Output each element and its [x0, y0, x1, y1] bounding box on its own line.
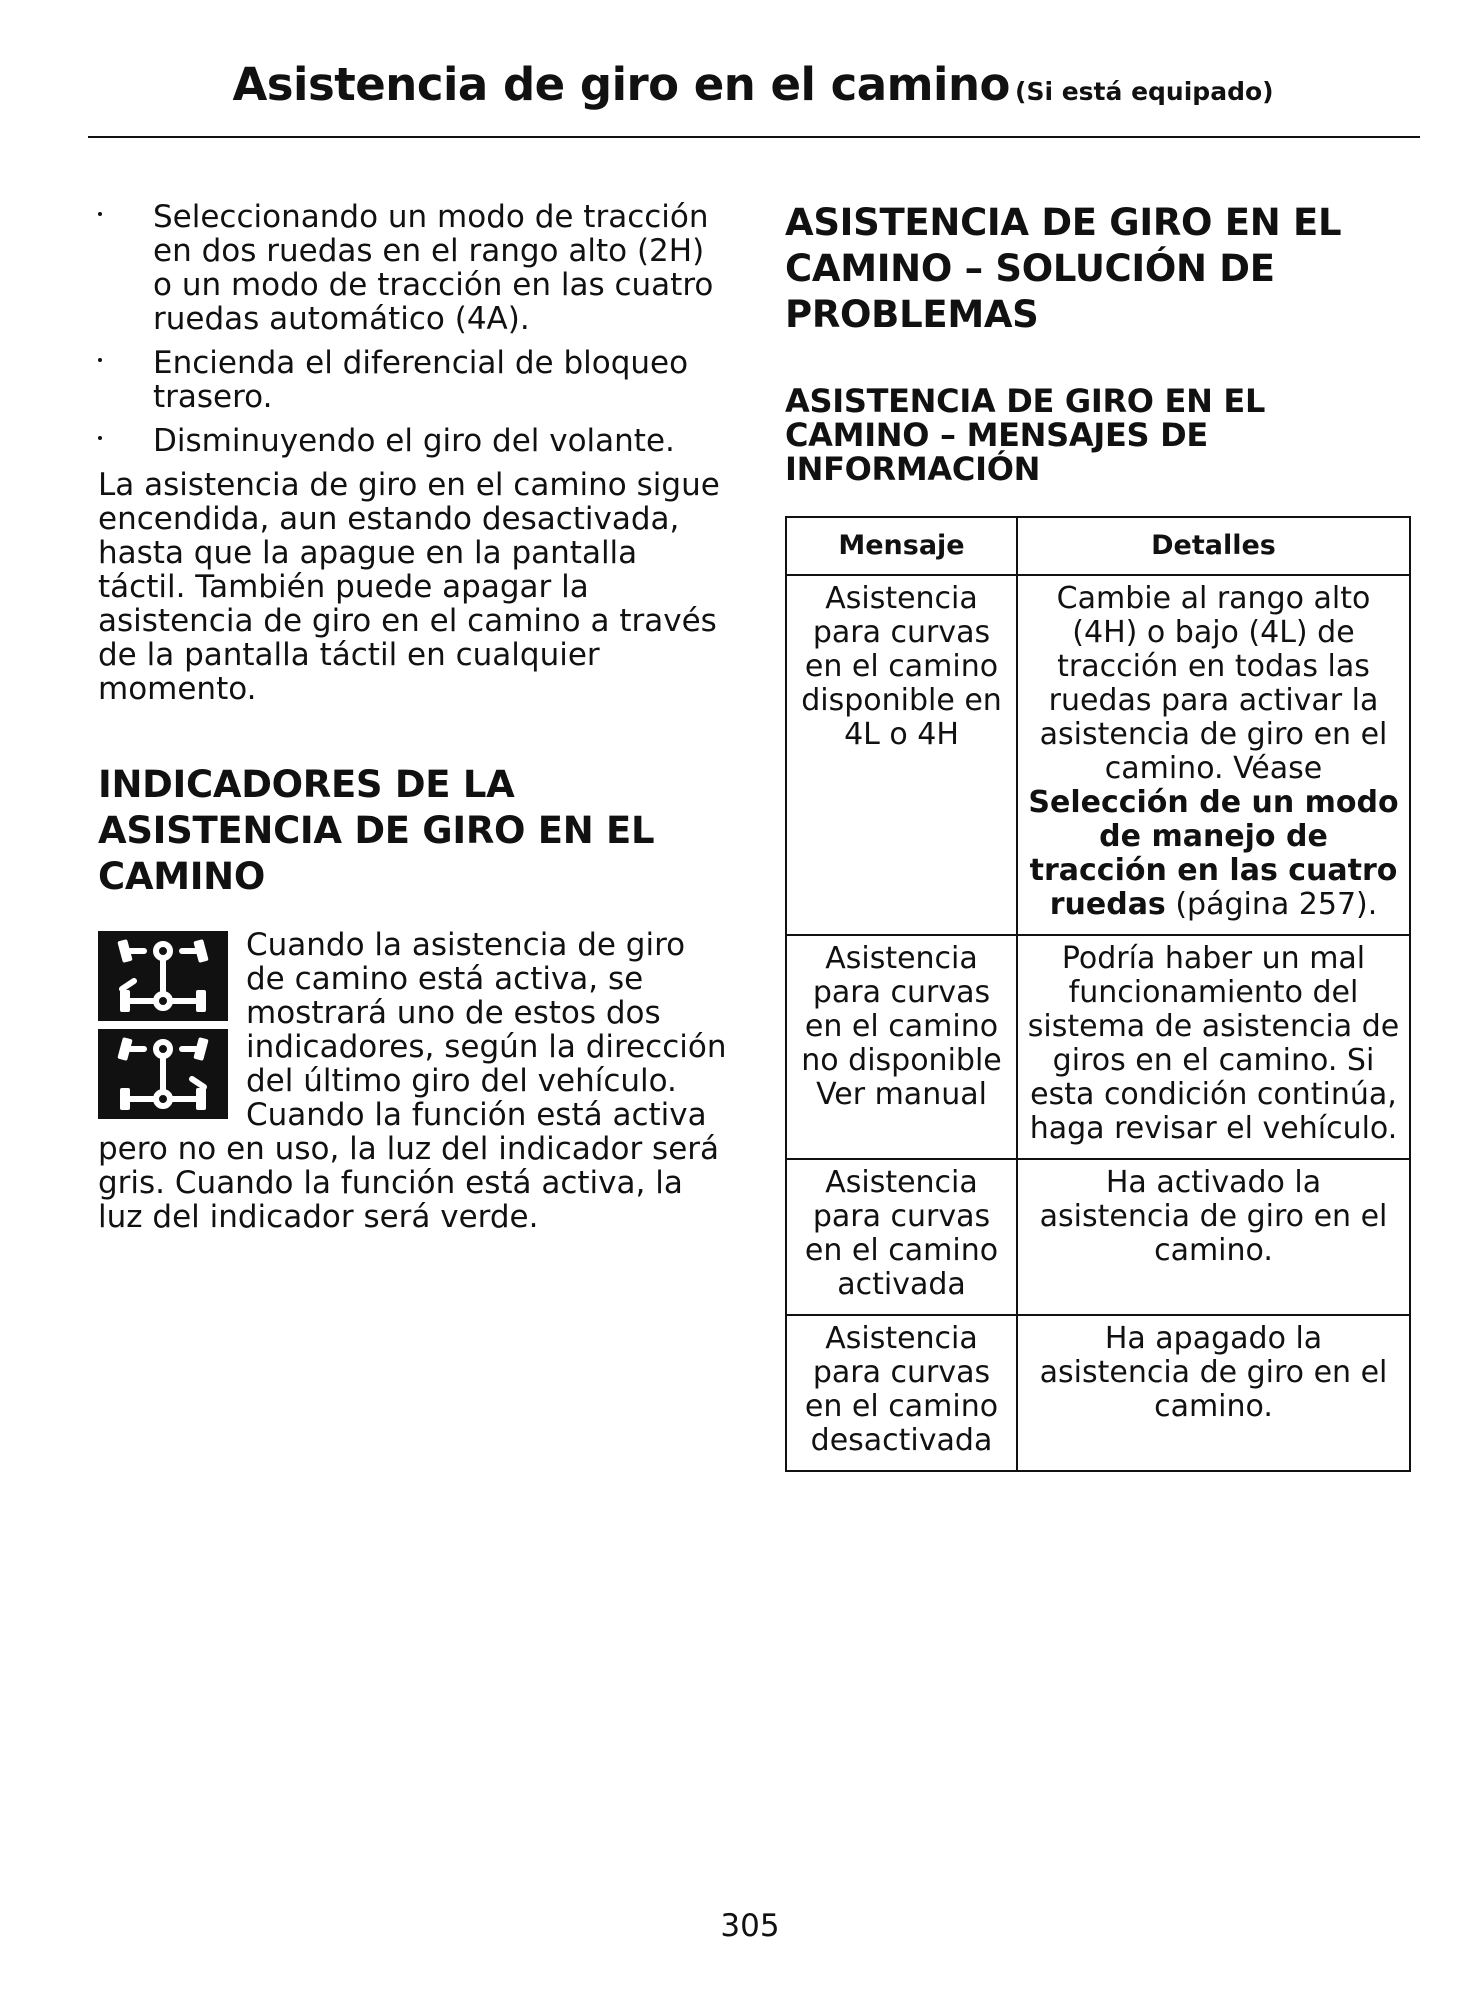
messages-table	[785, 516, 1411, 1472]
page-title: Asistencia de giro en el camino	[232, 58, 1010, 111]
message-cell: Asistencia para curvas en el camino disponible en 4L o 4H	[786, 575, 1017, 935]
indicator-block	[98, 928, 728, 1234]
section-heading-indicators: INDICADORES DE LA ASISTENCIA DE GIRO EN EL CAMINO	[98, 763, 655, 898]
right-column	[785, 200, 1415, 1472]
page-subtitle: (Si está equipado)	[1015, 77, 1274, 106]
cross-reference-link: Selección de un modo de manejo de tracción en las cuatro ruedas	[1028, 785, 1399, 922]
body-paragraph: La asistencia de giro en el camino sigue encendida, aun estando desactivada, hasta que la apague en la pantalla táctil. También puede apagar la asistencia de giro en el camino a través de la pantalla táctil en cualquier momento.	[98, 467, 720, 707]
indicator-icons	[98, 931, 230, 1127]
bullet-icon	[98, 436, 102, 440]
column-header-details: Detalles	[1017, 517, 1410, 575]
message-cell: Asistencia para curvas en el camino activada	[786, 1159, 1017, 1315]
bullet-text: Seleccionando un modo de tracción en dos ruedas en el rango alto (2H) o un modo de tracción en las cuatro ruedas automático (4A).	[153, 199, 714, 337]
bullet-icon	[98, 212, 102, 216]
details-text-suffix: (página 257).	[1165, 887, 1378, 922]
section-heading-troubleshooting: ASISTENCIA DE GIRO EN EL CAMINO – SOLUCIÓN DE PROBLEMAS	[785, 201, 1342, 336]
left-column	[98, 200, 728, 1234]
bullet-icon	[98, 358, 102, 362]
bullet-text: Encienda el diferencial de bloqueo trasero.	[153, 345, 689, 415]
header-divider	[88, 136, 1420, 138]
message-cell: Asistencia para curvas en el camino desactivada	[786, 1315, 1017, 1471]
column-header-message: Mensaje	[786, 517, 1017, 575]
section-heading-messages: ASISTENCIA DE GIRO EN EL CAMINO – MENSAJES DE INFORMACIÓN	[785, 382, 1266, 488]
details-cell: Podría haber un mal funcionamiento del sistema de asistencia de giros en el camino. Si esta condición continúa, haga revisar el vehículo.	[1017, 935, 1410, 1159]
table-row	[786, 935, 1410, 1159]
table-row	[786, 575, 1410, 935]
bullet-text: Disminuyendo el giro del volante.	[153, 423, 675, 459]
table-row	[786, 1159, 1410, 1315]
list-item	[98, 424, 728, 458]
page-header	[88, 58, 1418, 111]
details-cell: Ha apagado la asistencia de giro en el camino.	[1017, 1315, 1410, 1471]
bullet-list	[98, 200, 728, 458]
list-item	[98, 346, 728, 414]
indicator-description: Cuando la asistencia de giro de camino está activa, se mostrará uno de estos dos indicadores, según la dirección del último giro del vehículo. Cuando la función está activa pero no en uso, la luz del indicador será gris. Cuando la función está activa, la luz del indicador será verde.	[98, 927, 727, 1235]
trail-turn-assist-left-icon	[98, 931, 228, 1021]
trail-turn-assist-right-icon	[98, 1029, 228, 1119]
message-cell: Asistencia para curvas en el camino no disponible Ver manual	[786, 935, 1017, 1159]
page-number: 305	[720, 1908, 780, 1944]
details-cell	[1017, 575, 1410, 935]
details-text: Cambie al rango alto (4H) o bajo (4L) de tracción en todas las ruedas para activar la asistencia de giro en el camino. Véase	[1039, 581, 1388, 786]
list-item	[98, 200, 728, 336]
table-header-row	[786, 517, 1410, 575]
details-cell: Ha activado la asistencia de giro en el camino.	[1017, 1159, 1410, 1315]
table-row	[786, 1315, 1410, 1471]
